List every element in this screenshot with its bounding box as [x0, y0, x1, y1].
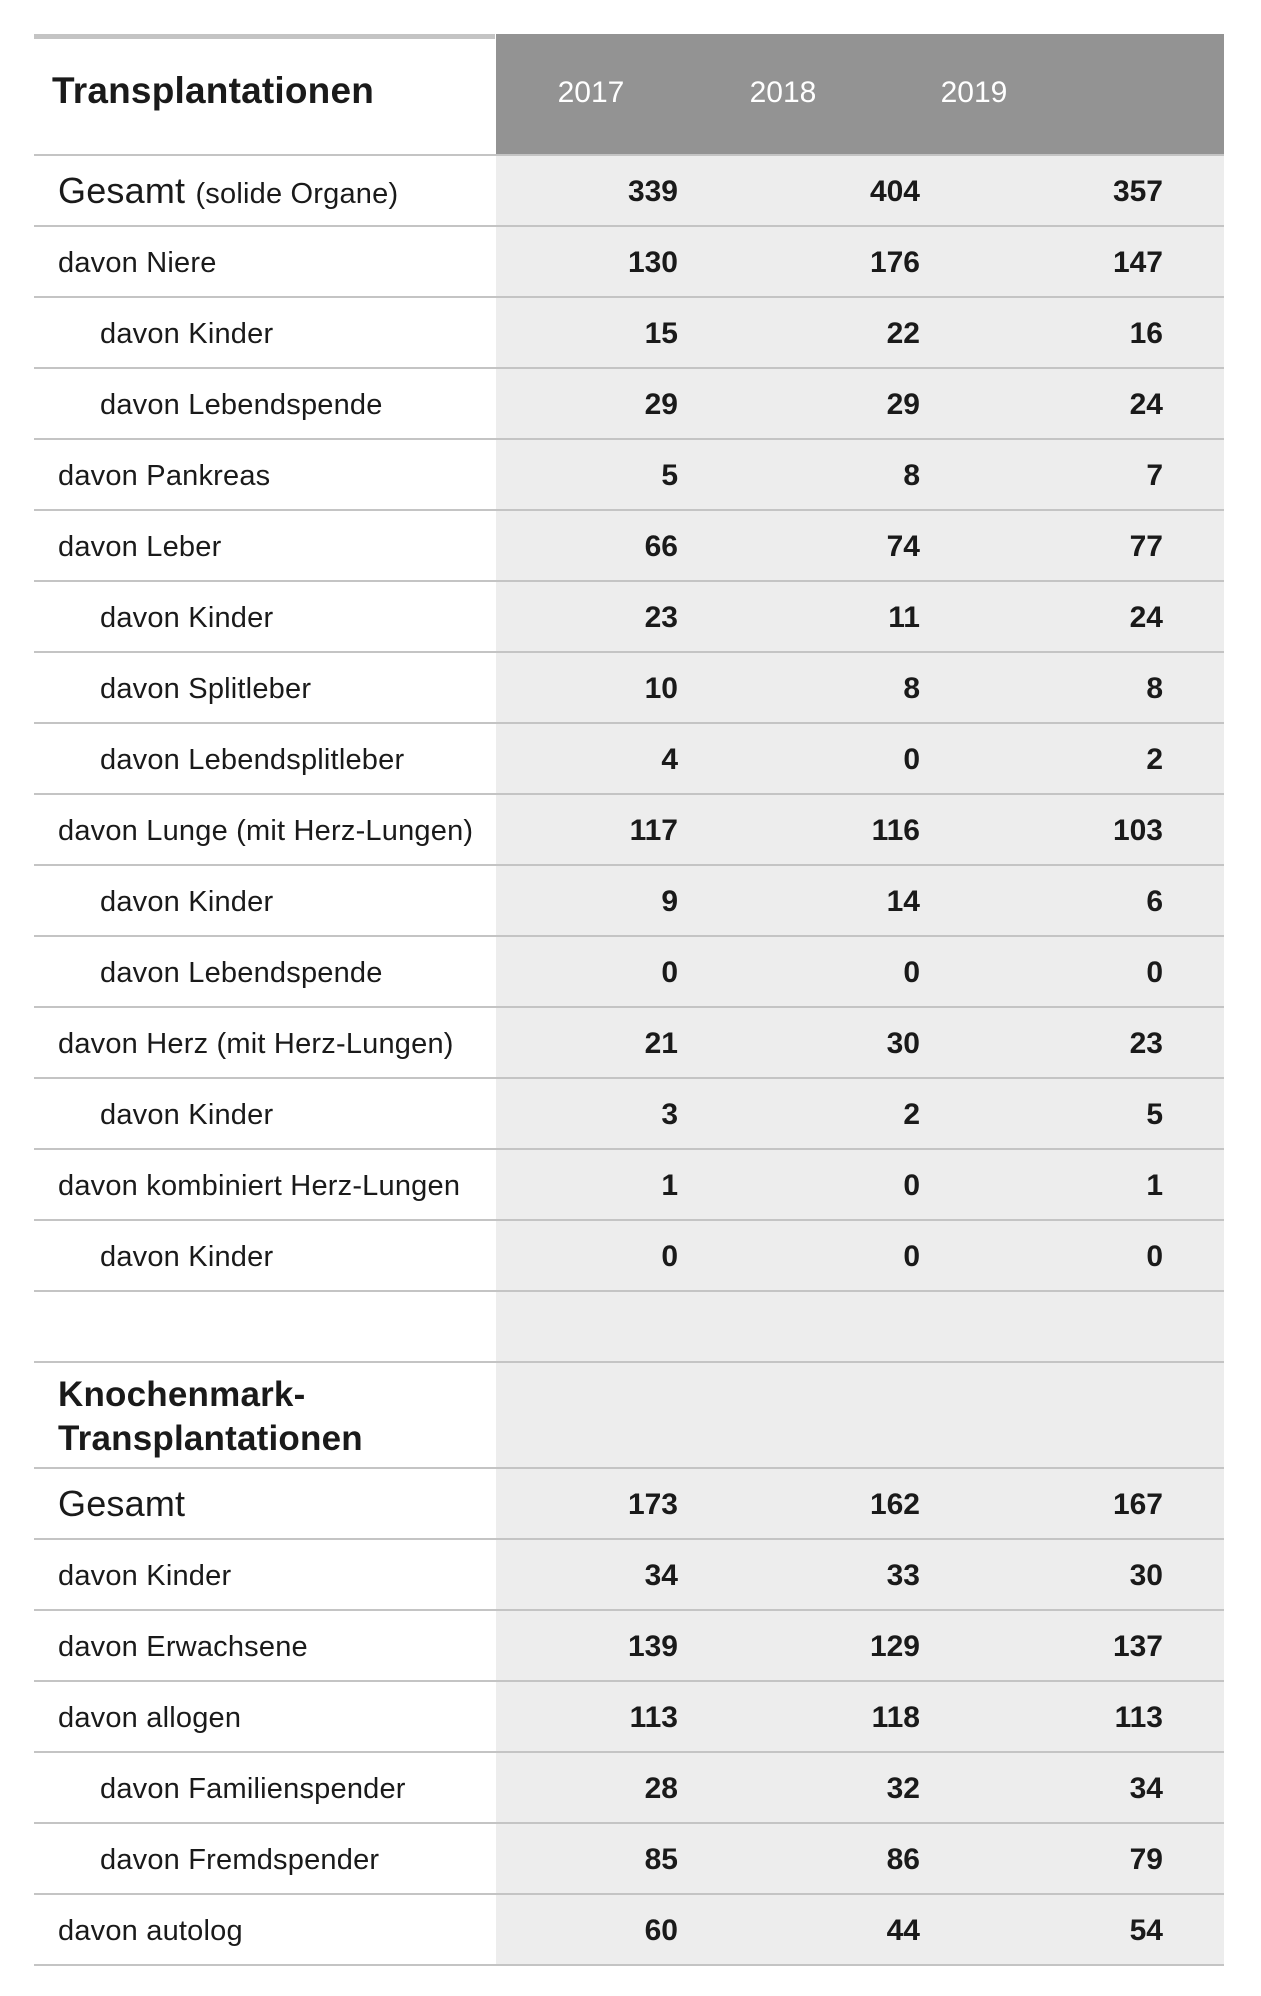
value-2019: 2 — [1146, 743, 1163, 776]
row-values — [496, 156, 1224, 225]
row-label: davon Pankreas — [58, 460, 271, 492]
table-row — [34, 1895, 1224, 1966]
row-label: davon Kinder — [100, 602, 274, 634]
top-rule — [34, 34, 495, 39]
table-row — [34, 1079, 1224, 1150]
section-header-bone-marrow — [34, 1363, 1224, 1469]
value-2017: 339 — [627, 175, 678, 208]
row-values — [496, 1611, 1224, 1680]
value-2019: 6 — [1146, 885, 1163, 918]
value-2017: 3 — [661, 1098, 678, 1131]
value-2018: 44 — [886, 1914, 920, 1947]
year-2019-header: 2019 — [940, 76, 1008, 109]
row-values — [496, 1824, 1224, 1893]
row-values — [496, 795, 1224, 864]
value-2018: 2 — [903, 1098, 920, 1131]
value-2019: 30 — [1129, 1559, 1163, 1592]
value-2018: 11 — [888, 601, 920, 634]
table-row — [34, 156, 1224, 227]
value-2017: 23 — [644, 601, 678, 634]
value-2018: 29 — [886, 388, 920, 421]
table-row — [34, 1753, 1224, 1824]
row-values — [496, 1008, 1224, 1077]
spacer-row — [34, 1292, 1224, 1363]
row-label: davon Kinder — [58, 1560, 232, 1592]
value-2018: 8 — [903, 459, 920, 492]
value-2019: 167 — [1112, 1488, 1163, 1521]
value-2019: 24 — [1129, 388, 1163, 421]
row-values — [496, 724, 1224, 793]
value-2017: 9 — [661, 885, 678, 918]
row-label: davon Lebendspende — [100, 389, 383, 421]
row-label-sub: (solide Organe) — [195, 178, 399, 210]
value-2018: 0 — [903, 956, 920, 989]
row-label: Gesamt — [58, 1483, 186, 1524]
table-row — [34, 369, 1224, 440]
value-2017: 113 — [629, 1701, 678, 1734]
row-label-main: Gesamt — [58, 170, 186, 211]
value-2018: 176 — [869, 246, 920, 279]
value-2017: 28 — [644, 1772, 678, 1805]
row-values — [496, 1363, 1224, 1467]
row-values — [496, 369, 1224, 438]
row-values — [496, 1540, 1224, 1609]
value-2017: 15 — [644, 317, 678, 350]
value-2018: 33 — [886, 1559, 920, 1592]
table-row — [34, 866, 1224, 937]
row-values — [496, 1150, 1224, 1219]
row-label: davon Herz (mit Herz-Lungen) — [58, 1028, 454, 1060]
value-2018: 129 — [869, 1630, 920, 1663]
value-2019: 113 — [1114, 1701, 1163, 1734]
table-body — [34, 156, 1224, 1966]
value-2018: 32 — [886, 1772, 920, 1805]
row-label: davon Leber — [58, 531, 222, 563]
row-label: davon Lebendsplitleber — [100, 744, 405, 776]
value-2019: 0 — [1146, 1240, 1163, 1273]
value-2017: 21 — [644, 1027, 678, 1060]
row-label: davon allogen — [58, 1702, 242, 1734]
row-label: davon Familienspender — [100, 1773, 406, 1805]
value-2019: 137 — [1112, 1630, 1163, 1663]
value-2017: 0 — [661, 956, 678, 989]
table-row — [34, 1611, 1224, 1682]
value-2018: 30 — [886, 1027, 920, 1060]
value-2018: 22 — [886, 317, 920, 350]
row-label: davon Kinder — [100, 1241, 274, 1273]
row-label: davon Fremdspender — [100, 1844, 380, 1876]
table-row — [34, 1540, 1224, 1611]
row-label: davon Lunge (mit Herz-Lungen) — [58, 815, 474, 847]
value-2017: 34 — [644, 1559, 678, 1592]
row-values — [496, 298, 1224, 367]
table-row — [34, 582, 1224, 653]
value-2017: 60 — [644, 1914, 678, 1947]
table-row — [34, 1824, 1224, 1895]
row-values — [496, 866, 1224, 935]
table-row — [34, 1682, 1224, 1753]
value-2017: 4 — [661, 743, 678, 776]
value-2019: 147 — [1112, 246, 1163, 279]
row-label: davon Kinder — [100, 318, 274, 350]
row-values — [496, 1469, 1224, 1538]
value-2017: 1 — [661, 1169, 678, 1202]
value-2018: 8 — [903, 672, 920, 705]
value-2019: 16 — [1129, 317, 1163, 350]
value-2019: 23 — [1129, 1027, 1163, 1060]
value-2019: 77 — [1129, 530, 1163, 563]
value-2018: 0 — [903, 1240, 920, 1273]
table-row — [34, 227, 1224, 298]
table-row — [34, 298, 1224, 369]
row-values — [496, 227, 1224, 296]
value-2019: 1 — [1146, 1169, 1163, 1202]
row-values — [496, 653, 1224, 722]
value-2017: 130 — [627, 246, 678, 279]
value-2019: 357 — [1112, 175, 1163, 208]
row-values — [496, 1895, 1224, 1964]
value-2017: 0 — [661, 1240, 678, 1273]
table-row — [34, 1008, 1224, 1079]
row-values — [496, 937, 1224, 1006]
row-values — [496, 1292, 1224, 1361]
row-values — [496, 1753, 1224, 1822]
value-2019: 7 — [1146, 459, 1163, 492]
value-2019: 24 — [1129, 601, 1163, 634]
value-2019: 5 — [1146, 1098, 1163, 1131]
value-2019: 0 — [1146, 956, 1163, 989]
value-2018: 0 — [903, 743, 920, 776]
year-header-band — [496, 34, 1224, 154]
value-2018: 162 — [869, 1488, 920, 1521]
row-values — [496, 440, 1224, 509]
table-row — [34, 724, 1224, 795]
row-values — [496, 582, 1224, 651]
table-row — [34, 1221, 1224, 1292]
table-row — [34, 511, 1224, 582]
value-2018: 74 — [886, 530, 920, 563]
value-2019: 79 — [1129, 1843, 1163, 1876]
row-label: davon Lebendspende — [100, 957, 383, 989]
table-row — [34, 1150, 1224, 1221]
row-label: davon Splitleber — [100, 673, 312, 705]
value-2018: 404 — [869, 175, 920, 208]
table-row — [34, 937, 1224, 1008]
value-2019: 103 — [1112, 814, 1163, 847]
row-label: davon Erwachsene — [58, 1631, 308, 1663]
row-values — [496, 1221, 1224, 1290]
value-2017: 29 — [644, 388, 678, 421]
section-title: Knochenmark-Transplantationen — [58, 1375, 363, 1458]
value-2017: 85 — [644, 1843, 678, 1876]
value-2019: 34 — [1129, 1772, 1163, 1805]
value-2019: 54 — [1129, 1914, 1163, 1947]
row-label: davon autolog — [58, 1915, 243, 1947]
value-2017: 139 — [627, 1630, 678, 1663]
row-values — [496, 511, 1224, 580]
value-2019: 8 — [1146, 672, 1163, 705]
year-2018-header: 2018 — [749, 76, 817, 109]
year-2017-header: 2017 — [557, 76, 625, 109]
value-2018: 14 — [886, 885, 920, 918]
row-values — [496, 1682, 1224, 1751]
table-row — [34, 1469, 1224, 1540]
table-row — [34, 653, 1224, 724]
value-2017: 117 — [629, 814, 678, 847]
row-label: davon Kinder — [100, 886, 274, 918]
row-label: davon Kinder — [100, 1099, 274, 1131]
row-label: davon kombiniert Herz-Lungen — [58, 1170, 461, 1202]
value-2018: 0 — [903, 1169, 920, 1202]
table-title: Transplantationen — [52, 70, 375, 111]
value-2017: 173 — [627, 1488, 678, 1521]
value-2018: 118 — [871, 1701, 920, 1734]
value-2017: 66 — [644, 530, 678, 563]
value-2018: 86 — [886, 1843, 920, 1876]
table-row — [34, 440, 1224, 511]
table-header — [34, 34, 1224, 156]
value-2017: 5 — [661, 459, 678, 492]
value-2017: 10 — [644, 672, 678, 705]
row-label: davon Niere — [58, 247, 217, 279]
row-label — [58, 170, 398, 212]
table-row — [34, 795, 1224, 866]
row-values — [496, 1079, 1224, 1148]
value-2018: 116 — [871, 814, 920, 847]
